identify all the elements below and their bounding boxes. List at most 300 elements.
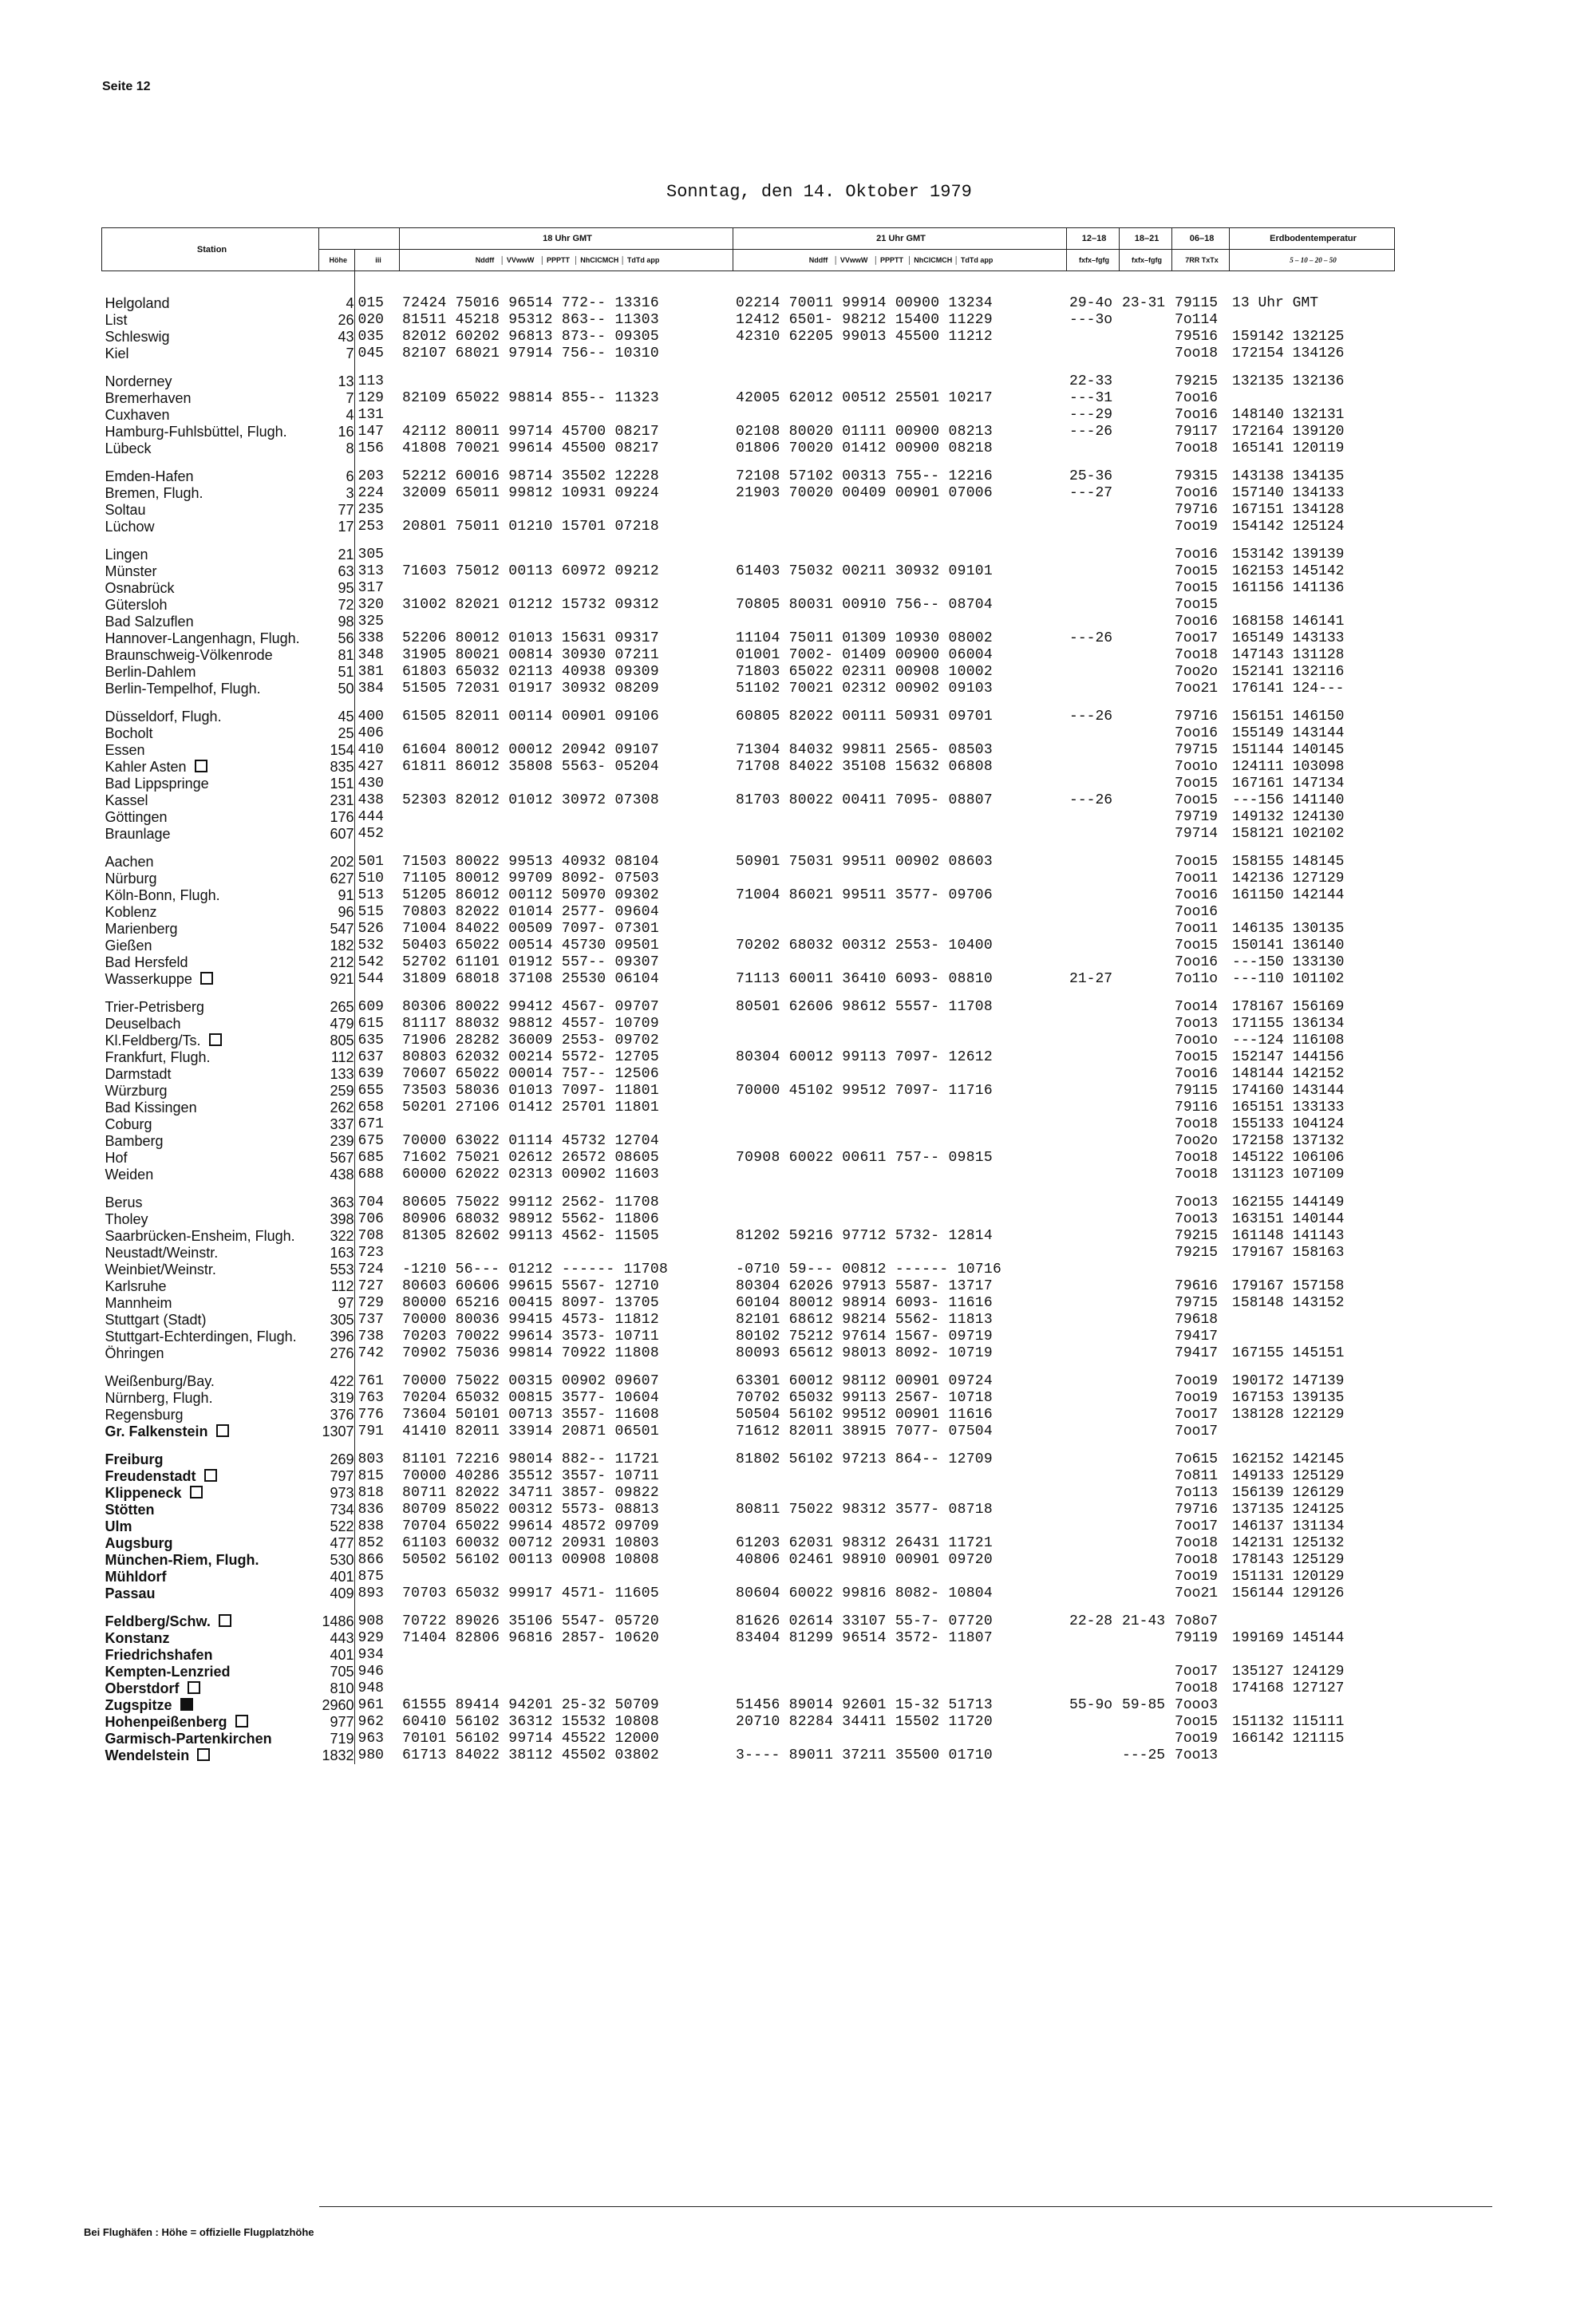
group-06-18: 7oo18 — [1175, 1116, 1219, 1132]
station-number: 929 — [358, 1630, 384, 1646]
group-06-18: 7oo13 — [1175, 1016, 1219, 1032]
station-name: Saarbrücken-Ensheim, Flugh. — [105, 1228, 295, 1244]
table-row — [102, 1262, 1395, 1278]
soil-temperature — [1229, 1329, 1394, 1345]
gust-18-21 — [1119, 709, 1171, 725]
group-21-header: 21 Uhr GMT — [733, 228, 1066, 250]
station-height: 17 — [319, 519, 355, 535]
group-gap — [102, 988, 1395, 999]
table-row — [102, 1731, 1395, 1747]
group-06-18: 79119 — [1175, 1630, 1219, 1646]
obs-21-groups — [733, 373, 1066, 390]
station-number: 615 — [358, 1016, 384, 1032]
station-name: Augsburg — [105, 1535, 173, 1551]
obs-18-groups: 50502 56102 00113 00908 10808 — [402, 1552, 659, 1568]
open-square-icon — [200, 972, 213, 985]
gust-12-18 — [1066, 1747, 1119, 1764]
station-number: 325 — [358, 614, 384, 630]
open-square-icon — [219, 1614, 231, 1627]
station-number: 723 — [358, 1245, 384, 1261]
table-row — [102, 563, 1395, 580]
obs-18-groups: 70902 75036 99814 70922 11808 — [402, 1345, 659, 1361]
group-gap — [102, 1440, 1395, 1451]
soil-temperature: 167155 145151 — [1232, 1345, 1345, 1361]
gust-18-21 — [1119, 1468, 1171, 1485]
soil-temperature: 157140 134133 — [1232, 485, 1345, 501]
gust-12-18 — [1066, 1502, 1119, 1518]
gust-18-21 — [1119, 1262, 1171, 1278]
table-row — [102, 1697, 1395, 1714]
table-row — [102, 999, 1395, 1016]
table-row — [102, 1518, 1395, 1535]
obs-18-groups: 80711 82022 34711 3857- 09822 — [402, 1485, 659, 1501]
gust-12-18 — [1066, 887, 1119, 904]
table-row — [102, 1714, 1395, 1731]
obs-18-groups: 82109 65022 98814 855-- 11323 — [402, 390, 659, 406]
gust-12-18 — [1066, 759, 1119, 776]
gust-12-18 — [1066, 614, 1119, 630]
obs-21-groups: 11104 75011 01309 10930 08002 — [736, 630, 993, 646]
obs-21-groups — [733, 921, 1066, 938]
obs-21-groups: 40806 02461 98910 00901 09720 — [736, 1552, 993, 1568]
station-name: Passau — [105, 1585, 156, 1601]
table-row — [102, 742, 1395, 759]
station-name: Hohenpeißenberg — [102, 1714, 319, 1731]
soil-temperature: 179167 157158 — [1232, 1278, 1345, 1294]
station-height: 797 — [319, 1468, 355, 1485]
station-name: Stuttgart (Stadt) — [105, 1312, 207, 1328]
station-height: 97 — [319, 1295, 355, 1312]
table-row — [102, 1049, 1395, 1066]
station-name: Kempten-Lenzried — [105, 1664, 231, 1680]
station-number: 639 — [358, 1066, 384, 1082]
soil-temperature: 174160 143144 — [1232, 1083, 1345, 1099]
gust-12-18: 22-28 — [1069, 1613, 1113, 1629]
group-06-18: 7oo13 — [1175, 1194, 1219, 1210]
station-name: Kl.Feldberg/Ts. — [102, 1033, 319, 1049]
obs-21-groups — [733, 547, 1066, 563]
table-row — [102, 1245, 1395, 1262]
station-name: Ulm — [105, 1518, 132, 1534]
soil-temperature: 161148 141143 — [1232, 1228, 1345, 1244]
soil-temperature: 154142 125124 — [1232, 519, 1345, 535]
soil-temperature: 168158 146141 — [1232, 614, 1345, 630]
station-name: Deuselbach — [105, 1016, 181, 1032]
station-height: 835 — [319, 759, 355, 776]
station-number: 655 — [358, 1083, 384, 1099]
obs-21-groups — [733, 1167, 1066, 1183]
gust-18-21 — [1119, 1714, 1171, 1731]
station-height: 3 — [319, 485, 355, 502]
station-height: 45 — [319, 709, 355, 725]
soil-temperature: 158121 102102 — [1232, 826, 1345, 842]
soil-temperature: 190172 147139 — [1232, 1373, 1345, 1389]
table-row — [102, 1485, 1395, 1502]
station-name: Braunlage — [105, 826, 171, 842]
gust-18-21 — [1119, 1373, 1171, 1390]
table-row — [102, 664, 1395, 681]
station-name: Konstanz — [105, 1630, 170, 1646]
station-name: Kahler Asten — [102, 759, 319, 776]
obs-18-groups: 70000 80036 99415 4573- 11812 — [402, 1312, 659, 1328]
station-number: 406 — [358, 725, 384, 741]
station-height: 719 — [319, 1731, 355, 1747]
header-row-1 — [102, 228, 1395, 250]
gust-18-21 — [1119, 1518, 1171, 1535]
gust-12-18 — [1066, 1295, 1119, 1312]
station-number: 430 — [358, 776, 384, 792]
station-height: 21 — [319, 547, 355, 563]
gust-18-21 — [1119, 1194, 1171, 1211]
station-name: Freiburg — [105, 1451, 164, 1467]
obs-21-groups: 80304 62026 97913 5587- 13717 — [736, 1278, 993, 1294]
station-number: 113 — [358, 373, 384, 389]
gust-12-18 — [1066, 1312, 1119, 1329]
obs-18-groups: 71105 80012 99709 8092- 07503 — [402, 871, 659, 886]
gust-18-21 — [1119, 1664, 1171, 1680]
gust-18-21 — [1119, 597, 1171, 614]
station-name: Weißenburg/Bay. — [105, 1373, 215, 1389]
table-row — [102, 630, 1395, 647]
table-row — [102, 681, 1395, 697]
gust-18-21 — [1119, 854, 1171, 871]
gust-12-18 — [1066, 1485, 1119, 1502]
table-row — [102, 312, 1395, 329]
obs-18-groups: 80906 68032 98912 5562- 11806 — [402, 1211, 659, 1227]
gust-12-18: ---26 — [1069, 792, 1113, 808]
soil-temperature: 159142 132125 — [1232, 329, 1345, 345]
group-06-18: 7oo15 — [1175, 563, 1219, 579]
table-row — [102, 1585, 1395, 1602]
group-06-18: 7oo19 — [1175, 519, 1219, 535]
station-number: 946 — [358, 1664, 384, 1680]
gust-12-18 — [1066, 1049, 1119, 1066]
table-row — [102, 809, 1395, 826]
group-06-18: 7oo18 — [1175, 1167, 1219, 1183]
table-row — [102, 1468, 1395, 1485]
obs-18-groups: 82012 60202 96813 873-- 09305 — [402, 329, 659, 345]
station-height: 553 — [319, 1262, 355, 1278]
gust-12-18 — [1066, 681, 1119, 697]
gust-12-18 — [1066, 1664, 1119, 1680]
gust-12-18 — [1066, 1518, 1119, 1535]
gust-18-21 — [1119, 424, 1171, 440]
obs-21-groups — [733, 776, 1066, 792]
obs-21-groups — [733, 1100, 1066, 1116]
soil-temperature: 162155 144149 — [1232, 1194, 1345, 1210]
station-height: 96 — [319, 904, 355, 921]
observation-table — [101, 227, 1395, 1764]
gust-12-18: ---26 — [1069, 630, 1113, 646]
gust-12-18 — [1066, 1731, 1119, 1747]
station-number: 348 — [358, 647, 384, 663]
station-name: Soltau — [105, 502, 146, 518]
obs-18-groups: 41808 70021 99614 45500 08217 — [402, 440, 659, 456]
station-name: Frankfurt, Flugh. — [105, 1049, 211, 1065]
open-square-icon — [204, 1469, 217, 1482]
station-name: Feldberg/Schw. — [102, 1613, 319, 1630]
gust-12-18 — [1066, 1373, 1119, 1390]
table-row — [102, 1194, 1395, 1211]
gust-18-21 — [1119, 1407, 1171, 1423]
station-number: 838 — [358, 1518, 384, 1534]
soil-temperature: 178167 156169 — [1232, 999, 1345, 1015]
station-name: Gütersloh — [105, 597, 168, 613]
station-number: 962 — [358, 1714, 384, 1730]
soil-temperature: 149132 124130 — [1232, 809, 1345, 825]
obs-18-groups: 52303 82012 01012 30972 07308 — [402, 792, 659, 808]
page-number: Seite 12 — [102, 80, 151, 93]
station-name: Berlin-Dahlem — [105, 664, 196, 680]
station-name: Emden-Hafen — [105, 468, 194, 484]
gust-18-21 — [1119, 1585, 1171, 1602]
station-number: 729 — [358, 1295, 384, 1311]
station-name: Gr. Falkenstein — [102, 1423, 319, 1440]
group-06-18: 7oo16 — [1175, 725, 1219, 741]
gust-12-18 — [1066, 954, 1119, 971]
station-height: 43 — [319, 329, 355, 345]
gust-18-21 — [1119, 1211, 1171, 1228]
obs-21-groups — [733, 614, 1066, 630]
table-row — [102, 1278, 1395, 1295]
station-height: 77 — [319, 502, 355, 519]
gust-18-21 — [1119, 1083, 1171, 1100]
soil-temperature: 158155 148145 — [1232, 854, 1345, 870]
group-06-18: 7oo18 — [1175, 647, 1219, 663]
gust-18-21 — [1119, 1278, 1171, 1295]
station-name: Friedrichshafen — [105, 1647, 213, 1663]
obs-21-groups — [733, 1485, 1066, 1502]
station-height: 13 — [319, 373, 355, 390]
soil-temperature: 13 Uhr GMT — [1232, 295, 1319, 311]
station-height: 805 — [319, 1033, 355, 1049]
obs-18-groups: 52702 61101 01912 557-- 09307 — [402, 954, 659, 970]
table-row — [102, 329, 1395, 345]
gust-12-18 — [1066, 1211, 1119, 1228]
station-number: 235 — [358, 502, 384, 518]
station-number: 020 — [358, 312, 384, 328]
group-06-18: 79116 — [1175, 1100, 1219, 1115]
obs-18-groups: 70000 75022 00315 00902 09607 — [402, 1373, 659, 1389]
soil-temperature: 167153 139135 — [1232, 1390, 1345, 1406]
obs-21-groups: 3---- 89011 37211 35500 01710 — [736, 1747, 993, 1763]
obs-18-groups: 70101 56102 99714 45522 12000 — [402, 1731, 659, 1747]
station-height: 443 — [319, 1630, 355, 1647]
gust-18-21 — [1119, 1345, 1171, 1362]
station-number: 203 — [358, 468, 384, 484]
obs-18-groups: 70803 82022 01014 2577- 09604 — [402, 904, 659, 920]
group-06-18: 7oo16 — [1175, 904, 1219, 920]
obs-21-groups — [733, 1731, 1066, 1747]
gust-18-21 — [1119, 312, 1171, 329]
group-06-18: 79516 — [1175, 329, 1219, 345]
soil-temperature: 172154 134126 — [1232, 345, 1345, 361]
group-06-18: 79417 — [1175, 1329, 1219, 1344]
obs-21-groups — [733, 871, 1066, 887]
station-height: 522 — [319, 1518, 355, 1535]
table-row — [102, 1613, 1395, 1630]
station-header: Station — [102, 228, 319, 271]
gust-18-21: 23-31 — [1122, 295, 1166, 311]
station-number: 815 — [358, 1468, 384, 1484]
gust-12-18 — [1066, 1083, 1119, 1100]
gust-18-21 — [1119, 1066, 1171, 1083]
soil-temperature: 137135 124125 — [1232, 1502, 1345, 1518]
table-row — [102, 1345, 1395, 1362]
gust-12-18: ---31 — [1069, 390, 1113, 406]
gust-18-21 — [1119, 614, 1171, 630]
station-number: 836 — [358, 1502, 384, 1518]
obs-21-groups: 83404 81299 96514 3572- 11807 — [736, 1630, 993, 1646]
gust-12-18 — [1066, 1100, 1119, 1116]
station-name: Lüchow — [105, 519, 155, 535]
gust-12-18 — [1066, 854, 1119, 871]
group-06-18 — [1171, 1262, 1229, 1278]
station-height: 56 — [319, 630, 355, 647]
table-row — [102, 1451, 1395, 1468]
obs-18-groups: 80306 80022 99412 4567- 09707 — [402, 999, 659, 1015]
table-row — [102, 390, 1395, 407]
table-row — [102, 1033, 1395, 1049]
gust-12-18 — [1066, 742, 1119, 759]
group-gap — [102, 697, 1395, 709]
gust-18-21 — [1119, 1312, 1171, 1329]
gust-12-18 — [1066, 921, 1119, 938]
station-number: 818 — [358, 1485, 384, 1501]
station-number: 908 — [358, 1613, 384, 1629]
station-number: 384 — [358, 681, 384, 697]
station-number: 708 — [358, 1228, 384, 1244]
table-row — [102, 871, 1395, 887]
soil-temperature: 162153 145142 — [1232, 563, 1345, 579]
group-06-18: 79117 — [1175, 424, 1219, 440]
obs-18-groups: 70203 70022 99614 3573- 10711 — [402, 1329, 659, 1344]
open-square-icon — [188, 1681, 200, 1694]
station-height: 202 — [319, 854, 355, 871]
soil-temperature: 165151 133133 — [1232, 1100, 1345, 1115]
station-height: 269 — [319, 1451, 355, 1468]
gust-12-18 — [1066, 1390, 1119, 1407]
obs-21-groups: 80604 60022 99816 8082- 10804 — [736, 1585, 993, 1601]
obs-21-groups — [733, 502, 1066, 519]
station-height: 376 — [319, 1407, 355, 1423]
gust-12-18 — [1066, 904, 1119, 921]
obs-21-groups — [733, 826, 1066, 843]
gust-12-18 — [1066, 1585, 1119, 1602]
obs-21-groups: 80093 65612 98013 8092- 10719 — [736, 1345, 993, 1361]
table-row — [102, 407, 1395, 424]
obs-21-groups: 01001 7002- 01409 00900 06004 — [736, 647, 993, 663]
station-name: List — [105, 312, 128, 328]
group-06-18: 7oo1o — [1175, 759, 1219, 775]
gust-12-18 — [1066, 938, 1119, 954]
gust-12-18 — [1066, 1468, 1119, 1485]
station-height: 627 — [319, 871, 355, 887]
soil-temperature: 165149 143133 — [1232, 630, 1345, 646]
soil-temperature — [1229, 1697, 1394, 1714]
soil-temperature: 178143 125129 — [1232, 1552, 1345, 1568]
station-number: 035 — [358, 329, 384, 345]
soil-temperature: 155149 143144 — [1232, 725, 1345, 741]
group-06-18: 7o615 — [1175, 1451, 1219, 1467]
gust-18-21 — [1119, 1167, 1171, 1183]
obs-18-groups — [399, 1569, 733, 1585]
gust-18-21 — [1119, 1100, 1171, 1116]
obs-21-groups — [733, 809, 1066, 826]
soil-temperature: 172158 137132 — [1232, 1133, 1345, 1149]
station-name: Bad Kissingen — [105, 1100, 197, 1115]
gust-18-21 — [1119, 792, 1171, 809]
obs-18-groups: 70722 89026 35106 5547- 05720 — [402, 1613, 659, 1629]
group-06-18: 7oo15 — [1175, 776, 1219, 792]
gust-12-18: ---3o — [1069, 312, 1113, 328]
obs-18-groups: 31002 82021 01212 15732 09312 — [402, 597, 659, 613]
soil-temperature: 147143 131128 — [1232, 647, 1345, 663]
obs-21-groups: 71803 65022 02311 00908 10002 — [736, 664, 993, 680]
group-06-18: 7oo18 — [1175, 345, 1219, 361]
table-row — [102, 776, 1395, 792]
table-row — [102, 954, 1395, 971]
obs-18-groups: 31905 80021 00814 30930 07211 — [402, 647, 659, 663]
station-number: 320 — [358, 597, 384, 613]
station-name: Würzburg — [105, 1083, 168, 1099]
station-number: 532 — [358, 938, 384, 954]
station-number: 156 — [358, 440, 384, 456]
obs-21-groups — [733, 1569, 1066, 1585]
gust-18-21 — [1119, 887, 1171, 904]
group-06-18: 7oo17 — [1175, 1423, 1219, 1439]
group-06-18: 7oo17 — [1175, 1518, 1219, 1534]
group-06-18: 79714 — [1175, 826, 1219, 842]
range-06-18-subheader: 7RR TxTx — [1171, 250, 1229, 271]
soil-temperature: 146137 131134 — [1232, 1518, 1345, 1534]
group-18-header: 18 Uhr GMT — [399, 228, 733, 250]
gust-18-21 — [1119, 390, 1171, 407]
table-row — [102, 1747, 1395, 1764]
open-square-icon — [195, 760, 207, 772]
group-06-18: 7oo21 — [1175, 1585, 1219, 1601]
obs-21-groups — [733, 1468, 1066, 1485]
obs-18-groups: 70000 63022 01114 45732 12704 — [402, 1133, 659, 1149]
station-height: 7 — [319, 345, 355, 362]
gust-18-21 — [1119, 664, 1171, 681]
group-06-18: 7oo18 — [1175, 440, 1219, 456]
table-row — [102, 1016, 1395, 1033]
gust-12-18 — [1066, 519, 1119, 535]
gust-12-18 — [1066, 329, 1119, 345]
obs-21-groups — [733, 1245, 1066, 1262]
station-name: Lingen — [105, 547, 148, 563]
station-height: 176 — [319, 809, 355, 826]
station-name: Aachen — [105, 854, 154, 870]
obs-21-groups: 12412 6501- 98212 15400 11229 — [736, 312, 993, 328]
table-row — [102, 597, 1395, 614]
station-number: 526 — [358, 921, 384, 937]
station-number: 147 — [358, 424, 384, 440]
station-number: 381 — [358, 664, 384, 680]
station-name: Berlin-Tempelhof, Flugh. — [105, 681, 261, 697]
obs-18-groups: 70607 65022 00014 757-- 12506 — [402, 1066, 659, 1082]
station-number: 727 — [358, 1278, 384, 1294]
station-name: Oberstdorf — [102, 1680, 319, 1697]
station-name: Mannheim — [105, 1295, 172, 1311]
obs-21-groups — [733, 1680, 1066, 1697]
group-06-18: 79618 — [1175, 1312, 1219, 1328]
gust-12-18 — [1066, 826, 1119, 843]
open-square-icon — [197, 1748, 210, 1761]
gust-18-21 — [1119, 547, 1171, 563]
obs-18-groups: 70204 65032 00815 3577- 10604 — [402, 1390, 659, 1406]
